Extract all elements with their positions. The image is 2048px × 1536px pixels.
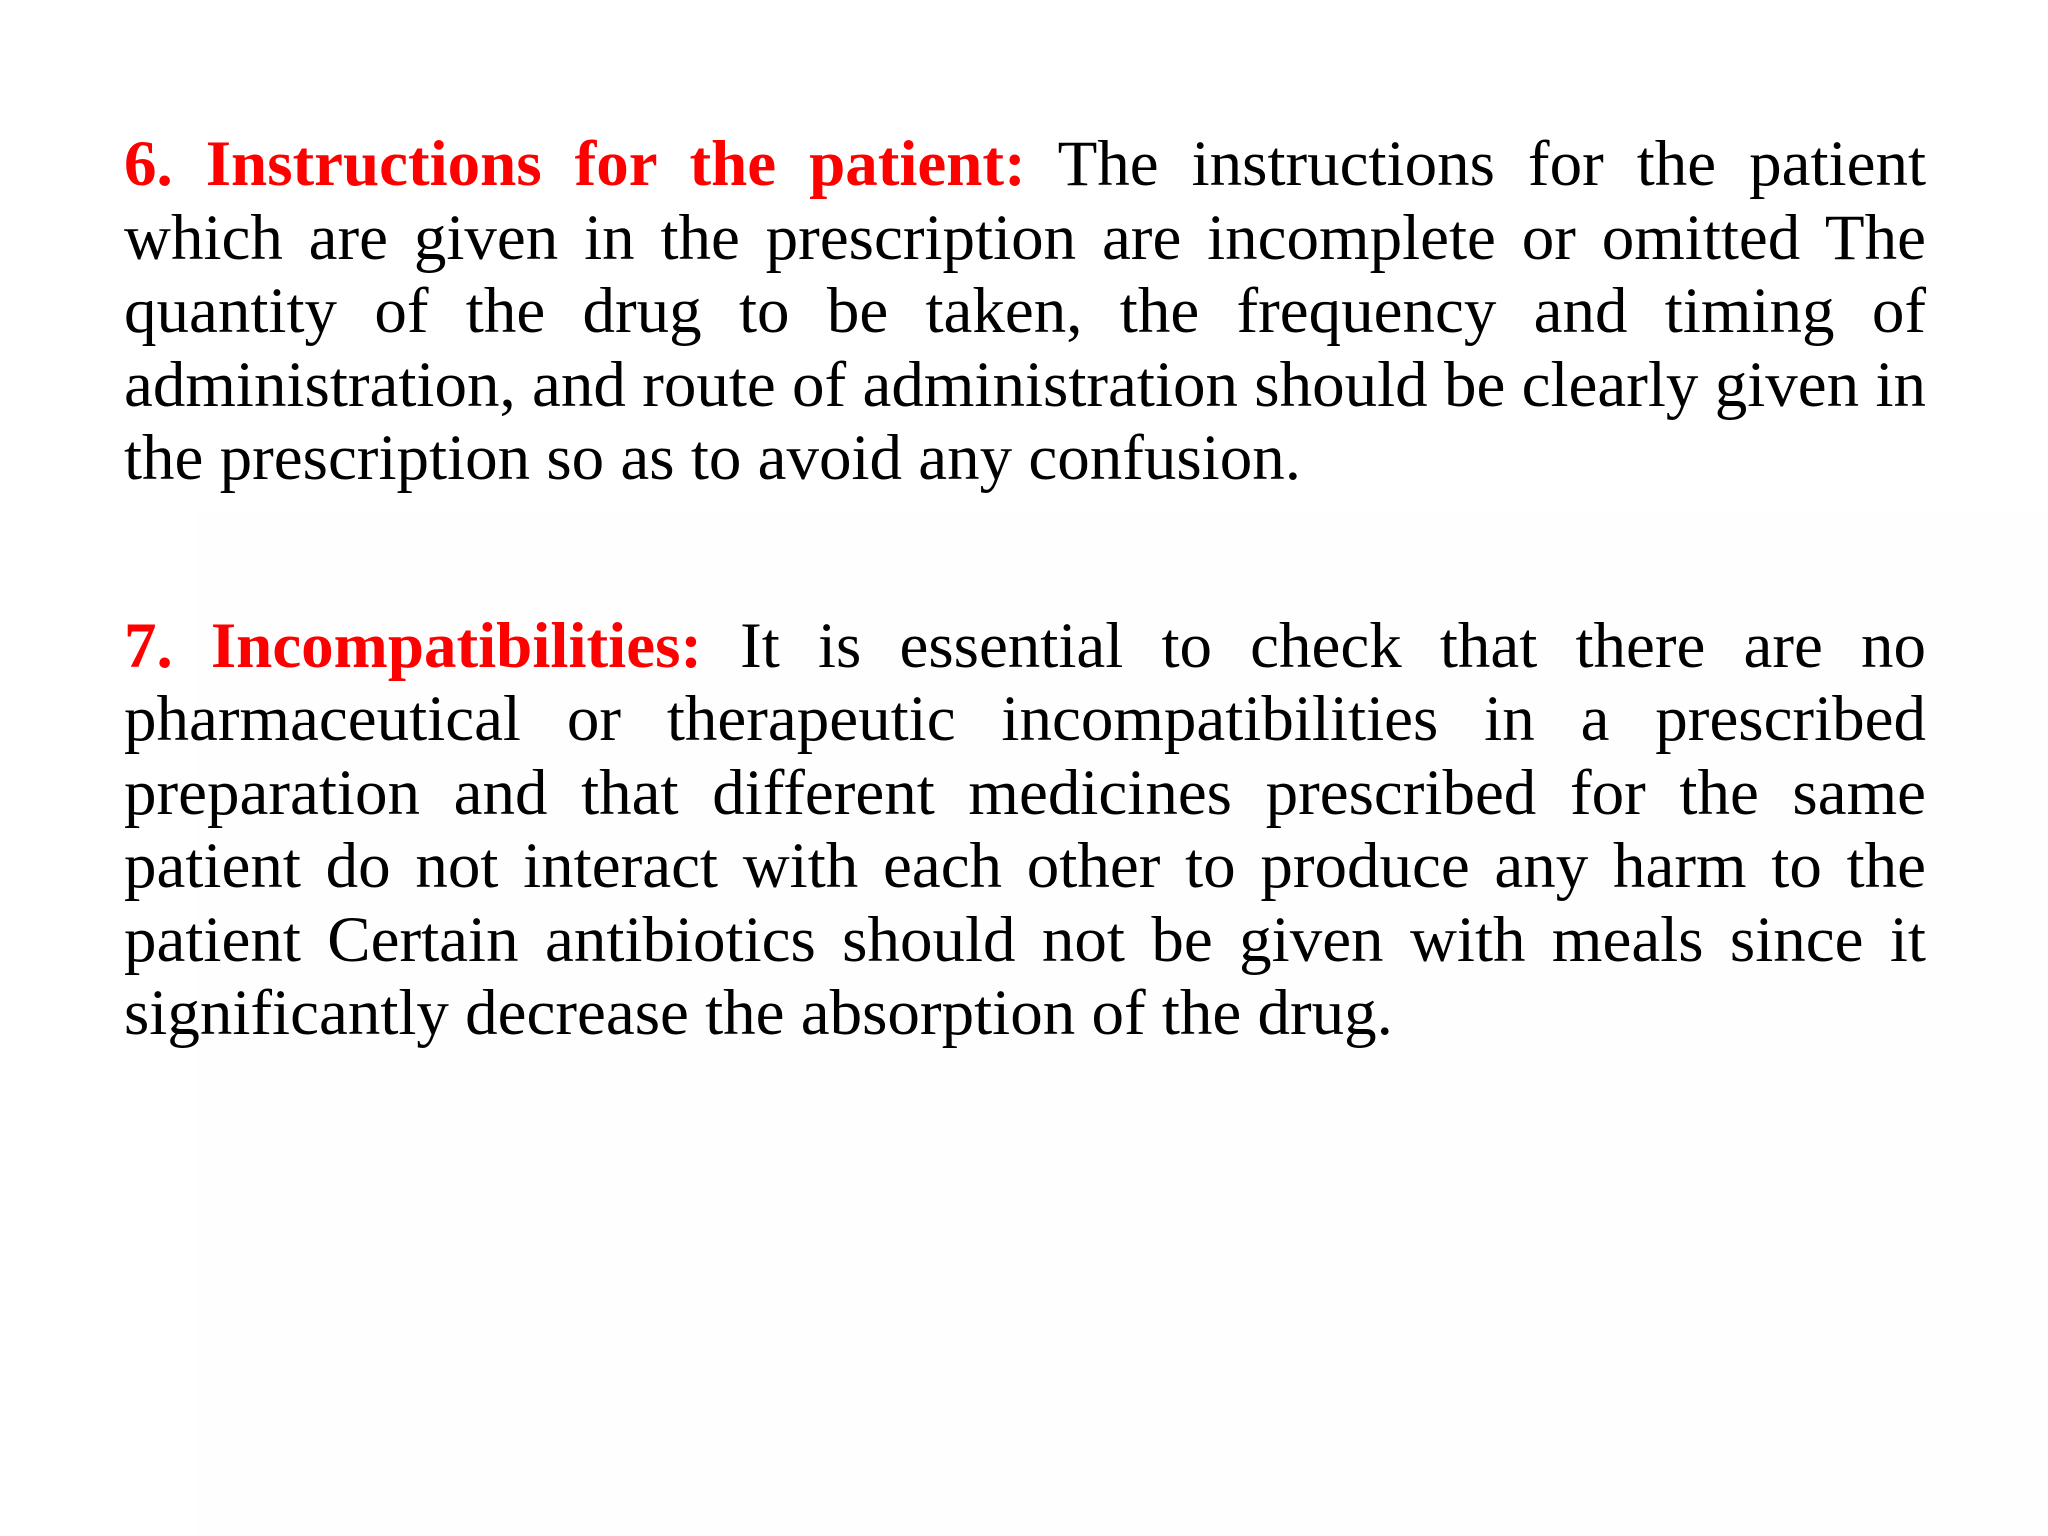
slide-content	[124, 128, 1926, 1051]
section-heading-instructions: 6. Instructions for the patient:	[124, 128, 1026, 200]
section-body-incompatibilities: It is essential to check that there are no pharmaceutical or therapeutic incompatibilities in a prescribed preparation and that different medicines prescribed for the same patient do not interact with each other to produce any harm to the patient Certain antibiotics should not be given with meals since it significantly decrease the absorption of the drug.	[124, 609, 1926, 1049]
section-incompatibilities	[124, 610, 1926, 1051]
section-heading-incompatibilities: 7. Incompatibilities:	[124, 609, 703, 682]
section-body-instructions: The instructions for the patient which are given in the prescription are incomplete or omitted The quantity of the drug to be taken, the frequency and timing of administration, and route of administration should be clearly given in the prescription so as to avoid any confusion.	[124, 128, 1926, 494]
section-instructions-for-patient	[124, 128, 1926, 496]
